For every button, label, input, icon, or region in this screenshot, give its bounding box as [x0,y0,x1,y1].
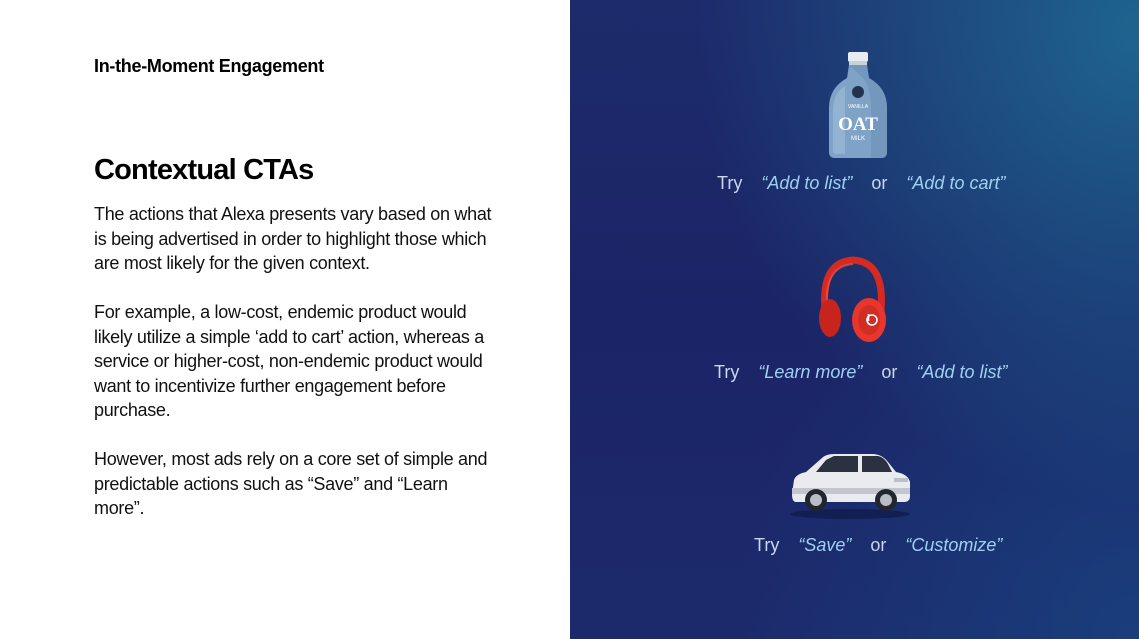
cta-try-label: Try [714,362,740,382]
cta-option[interactable]: “Add to cart” [906,173,1006,193]
cta-row-2 [714,362,1007,383]
cta-row-3 [754,535,1002,556]
slide-heading: Contextual CTAs [94,154,314,186]
bottle-label-main: OAT [838,114,878,135]
cta-option[interactable]: “Add to list” [761,173,853,193]
paragraph-3: However, most ads rely on a core set of simple and predictable actions such as “Save” and “Learn more”. [94,449,488,518]
white-suv-image [786,448,914,520]
cta-try-label: Try [754,535,780,555]
paragraph-1: The actions that Alexa presents vary based on what is being advertised in order to highlight those which are most likely for the given context. [94,204,492,273]
examples-panel [570,0,1139,639]
cta-option[interactable]: “Learn more” [758,362,863,382]
bottle-label-sub: MILK [850,136,866,142]
paragraph-2: For example, a low-cost, endemic product would likely utilize a simple ‘add to cart’ action, whereas a service or higher-cost, non-endemic product would want to incentivize further engagement before purchase. [94,302,485,420]
cta-row-1 [717,173,1005,194]
cta-or-label: or [871,173,888,193]
oat-milk-bottle-image [825,50,891,162]
section-kicker: In-the-Moment Engagement [94,56,324,76]
cta-option[interactable]: “Add to list” [916,362,1008,382]
cta-try-label: Try [717,173,743,193]
cta-option[interactable]: “Save” [798,535,852,555]
cta-option[interactable]: “Customize” [905,535,1003,555]
cta-or-label: or [881,362,898,382]
bottle-label-top: VANILLA [847,104,869,110]
red-headphones-image [817,254,889,346]
body-text [94,202,494,545]
cta-or-label: or [870,535,887,555]
